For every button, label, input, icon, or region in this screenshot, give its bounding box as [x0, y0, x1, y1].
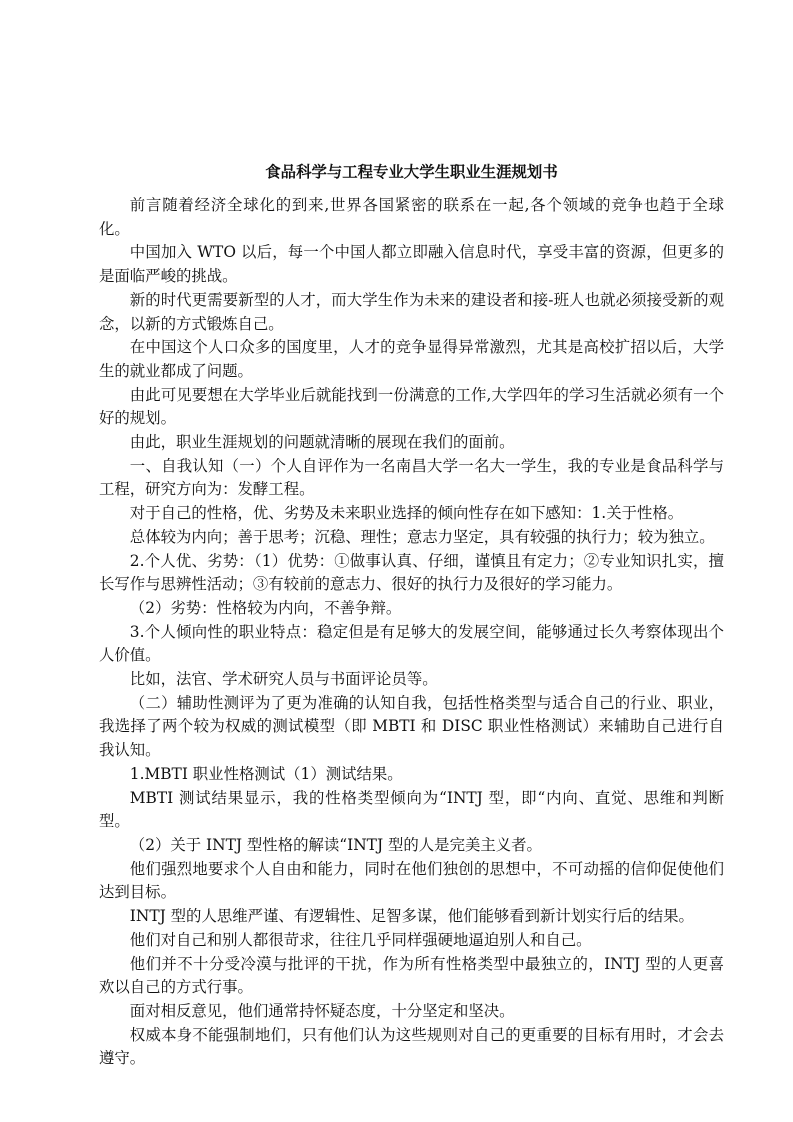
- paragraph: （2）劣势：性格较为内向，不善争辩。: [129, 598, 402, 617]
- paragraph: 中国加入 WTO 以后，每一个中国人都立即融入信息时代，享受丰富的资源，但更多的是面临严峻的挑战。: [99, 243, 724, 286]
- paragraph: 1.MBTI 职业性格测试（1）测试结果。: [129, 764, 403, 783]
- paragraph: 一、自我认知（一）个人自评作为一名南昌大学一名大一学生，我的专业是食品科学与工程，研究方向为：发酵工程。: [99, 456, 724, 499]
- paragraph: 2.个人优、劣势：（1）优势：①做事认真、仔细，谨慎且有定力；②专业知识扎实，擅长写作与思辨性活动；③有较前的意志力、很好的执行力及很好的学习能力。: [99, 551, 724, 594]
- paragraph: 他们对自己和别人都很苛求，往往几乎同样强硬地逼迫别人和自己。: [129, 930, 592, 949]
- paragraph: 对于自己的性格，优、劣势及未来职业选择的倾向性存在如下感知：1.关于性格。: [129, 504, 684, 523]
- paragraph: 他们强烈地要求个人自由和能力，同时在他们独创的思想中，不可动摇的信仰促使他们达到目标。: [99, 859, 724, 902]
- paragraph: MBTI 测试结果显示，我的性格类型倾向为“INTJ 型，即“内向、直觉、思维和判断型。: [99, 788, 724, 831]
- document-body: [99, 194, 724, 1071]
- paragraph: 由此可见要想在大学毕业后就能找到一份满意的工作,大学四年的学习生活就必须有一个好的规划。: [99, 385, 724, 428]
- paragraph: 面对相反意见，他们通常持怀疑态度，十分坚定和坚决。: [129, 1001, 515, 1020]
- paragraph: （二）辅助性测评为了更为准确的认知自我，包括性格类型与适合自己的行业、职业，我选择了两个较为权威的测试模型（即 MBTI 和 DISC 职业性格测试）来辅助自己进行自我认知。: [99, 693, 724, 760]
- paragraph: （2）关于 INTJ 型性格的解读“INTJ 型的人是完美主义者。: [129, 835, 542, 854]
- document-title: 食品科学与工程专业大学生职业生涯规划书: [265, 163, 558, 181]
- paragraph: 权威本身不能强制地们，只有他们认为这些规则对自己的更重要的目标有用时，才会去遵守。: [99, 1025, 724, 1068]
- document-page: [99, 160, 724, 1071]
- paragraph: 总体较为内向；善于思考；沉稳、理性；意志力坚定，具有较强的执行力；较为独立。: [129, 527, 715, 546]
- paragraph: 他们并不十分受冷漠与批评的干扰，作为所有性格类型中最独立的，INTJ 型的人更喜欢以自己的方式行事。: [99, 954, 724, 997]
- paragraph: INTJ 型的人思维严谨、有逻辑性、足智多谋，他们能够看到新计划实行后的结果。: [129, 907, 694, 926]
- paragraph: 由此，职业生涯规划的问题就清晰的展现在我们的面前。: [129, 433, 515, 452]
- paragraph: 新的时代更需要新型的人才，而大学生作为未来的建设者和接-班人也就必须接受新的观念，以新的方式锻炼自己。: [99, 290, 724, 333]
- paragraph: 比如，法官、学术研究人员与书面评论员等。: [129, 670, 438, 689]
- paragraph: 3.个人倾向性的职业特点：稳定但是有足够大的发展空间，能够通过长久考察体现出个人价值。: [99, 622, 724, 665]
- paragraph: 前言随着经济全球化的到来,世界各国紧密的联系在一起,各个领域的竞争也趋于全球化。: [99, 196, 724, 238]
- paragraph: 在中国这个人口众多的国度里，人才的竞争显得异常激烈，尤其是高校扩招以后，大学生的就业都成了问题。: [99, 338, 724, 380]
